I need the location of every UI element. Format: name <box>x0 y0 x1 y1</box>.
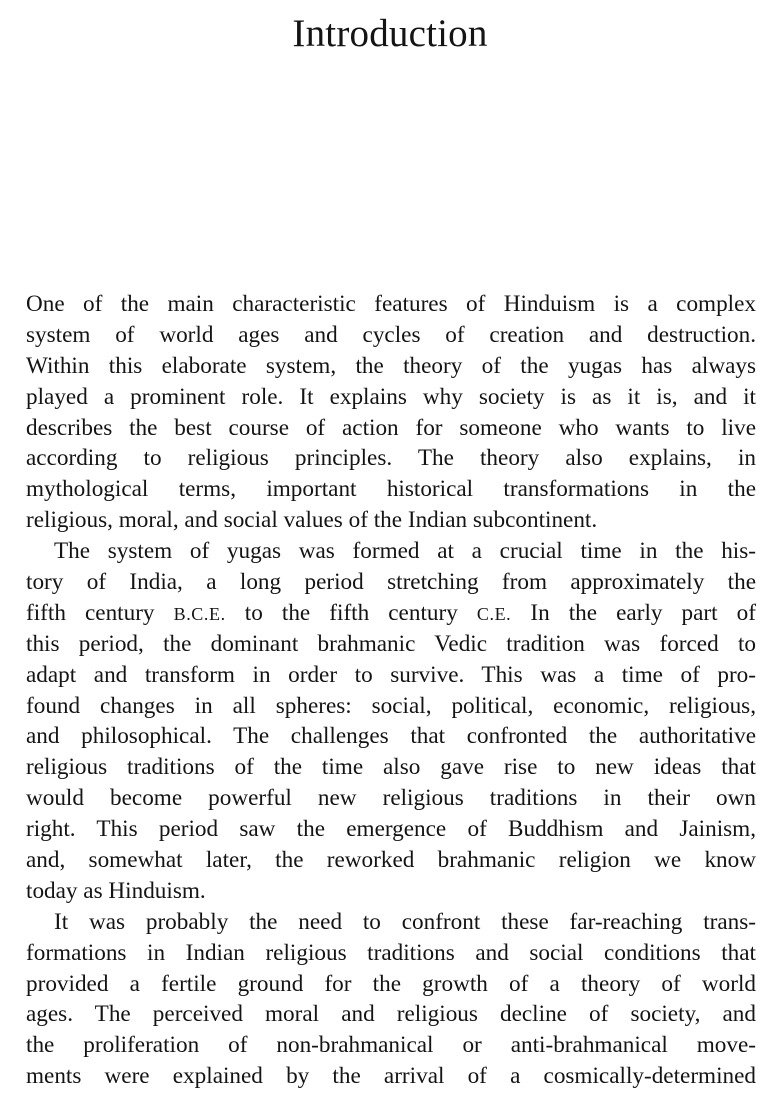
text-line: One of the main characteristic features of Hinduism is a complex <box>26 291 756 317</box>
text-line: tory of India, a long period stretching from approximately the <box>26 569 756 596</box>
text-line: describes the best course of action for someone who wants to live <box>26 414 756 441</box>
text-line: system of world ages and cycles of creation and destruction. <box>26 321 756 348</box>
text-line: and, somewhat later, the reworked brahmanic religion we know <box>26 847 756 874</box>
text-line: today as Hinduism. <box>26 877 206 904</box>
text-line: ages. The perceived moral and religious decline of society, and <box>26 1001 756 1028</box>
text-line: found changes in all spheres: social, political, economic, religious, <box>26 692 756 719</box>
page-title: Introduction <box>292 12 488 55</box>
text-line: mythological terms, important historical transformations in the <box>26 476 756 503</box>
text-line: religious traditions of the time also gave rise to new ideas that <box>26 754 756 781</box>
body-text <box>26 289 756 1092</box>
paragraph-3 <box>26 907 756 1092</box>
paragraph-1 <box>26 289 756 536</box>
text-line: according to religious principles. The theory also explains, in <box>26 445 756 472</box>
text-line: The system of yugas was formed at a crucial time in the his- <box>54 538 756 565</box>
text-line: the proliferation of non-brahmanical or anti-brahmanical move- <box>26 1032 756 1059</box>
text-line: and philosophical. The challenges that confronted the authoritative <box>26 723 756 750</box>
text-line: adapt and transform in order to survive. This was a time of pro- <box>26 661 756 688</box>
text-line: this period, the dominant brahmanic Vedic tradition was forced to <box>26 630 756 657</box>
text-line: fifth century B.C.E. to the fifth century C.E. In the early part of <box>26 599 756 626</box>
text-line: It was probably the need to confront these far-reaching trans- <box>54 908 756 935</box>
text-line: played a prominent role. It explains why society is as it is, and it <box>26 383 756 410</box>
text-line: provided a fertile ground for the growth of a theory of world <box>26 970 756 997</box>
paragraph-2 <box>26 536 756 907</box>
text-line: Within this elaborate system, the theory of the yugas has always <box>26 352 756 379</box>
text-line: right. This period saw the emergence of Buddhism and Jainism, <box>26 816 756 843</box>
era-abbreviation: B.C.E. <box>173 603 226 624</box>
text-line: ments were explained by the arrival of a cosmically-determined <box>26 1063 756 1090</box>
text-line: religious, moral, and social values of the Indian subcontinent. <box>26 507 598 534</box>
text-line: formations in Indian religious traditions and social conditions that <box>26 939 756 966</box>
era-abbreviation: C.E. <box>476 603 512 624</box>
text-line: would become powerful new religious traditions in their own <box>26 785 756 812</box>
